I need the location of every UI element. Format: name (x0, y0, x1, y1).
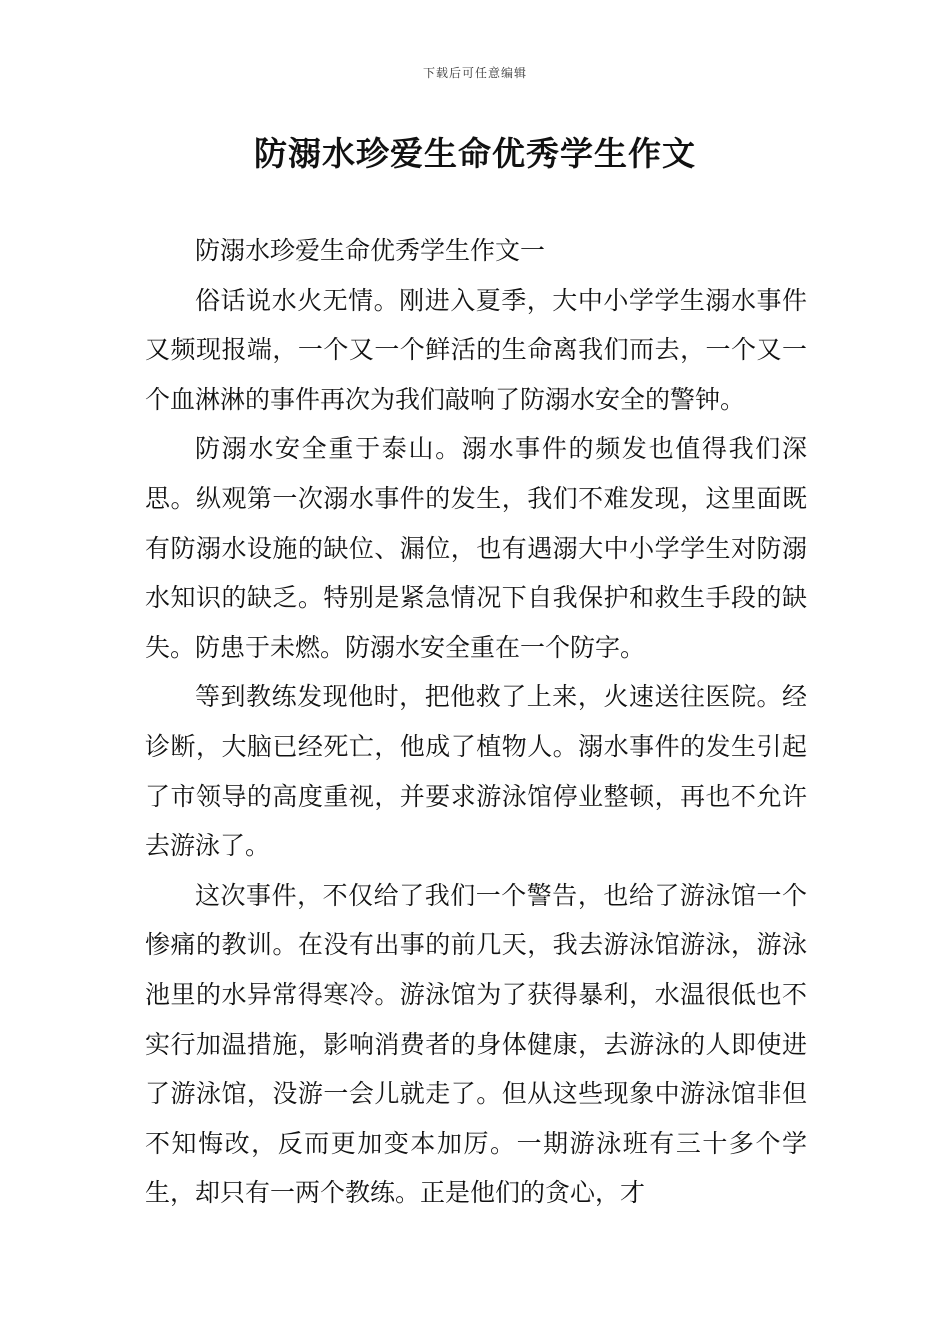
paragraph: 防溺水安全重于泰山。溺水事件的频发也值得我们深思。纵观第一次溺水事件的发生，我们不难发现，这里面既有防溺水设施的缺位、漏位，也有遇溺大中小学学生对防溺水知识的缺乏。特别是紧急情况下自我保护和救生手段的缺失。防患于未燃。防溺水安全重在一个防字。 (145, 434, 807, 662)
section-heading: 防溺水珍爱生命优秀学生作文一 (195, 236, 546, 265)
document-title: 防溺水珍爱生命优秀学生作文 (254, 134, 696, 173)
paragraph: 等到教练发现他时，把他救了上来，火速送往医院。经诊断，大脑已经死亡，他成了植物人。溺水事件的发生引起了市领导的高度重视，并要求游泳馆停业整顿，再也不允许去游泳了。 (145, 682, 807, 861)
paragraph: 俗话说水火无情。刚进入夏季，大中小学学生溺水事件又频现报端，一个又一个鲜活的生命离我们而去，一个又一个血淋淋的事件再次为我们敲响了防溺水安全的警钟。 (145, 285, 807, 414)
document-body (145, 226, 807, 1218)
header-note: 下载后可任意编辑 (422, 66, 527, 80)
paragraph: 这次事件，不仅给了我们一个警告，也给了游泳馆一个惨痛的教训。在没有出事的前几天，我去游泳馆游泳，游泳池里的水异常得寒冷。游泳馆为了获得暴利，水温很低也不实行加温措施，影响消费者的身体健康，去游泳的人即使进了游泳馆，没游一会儿就走了。但从这些现象中游泳馆非但不知悔改，反而更加变本加厉。一期游泳班有三十多个学生，却只有一两个教练。正是他们的贪心，才 (145, 880, 807, 1208)
